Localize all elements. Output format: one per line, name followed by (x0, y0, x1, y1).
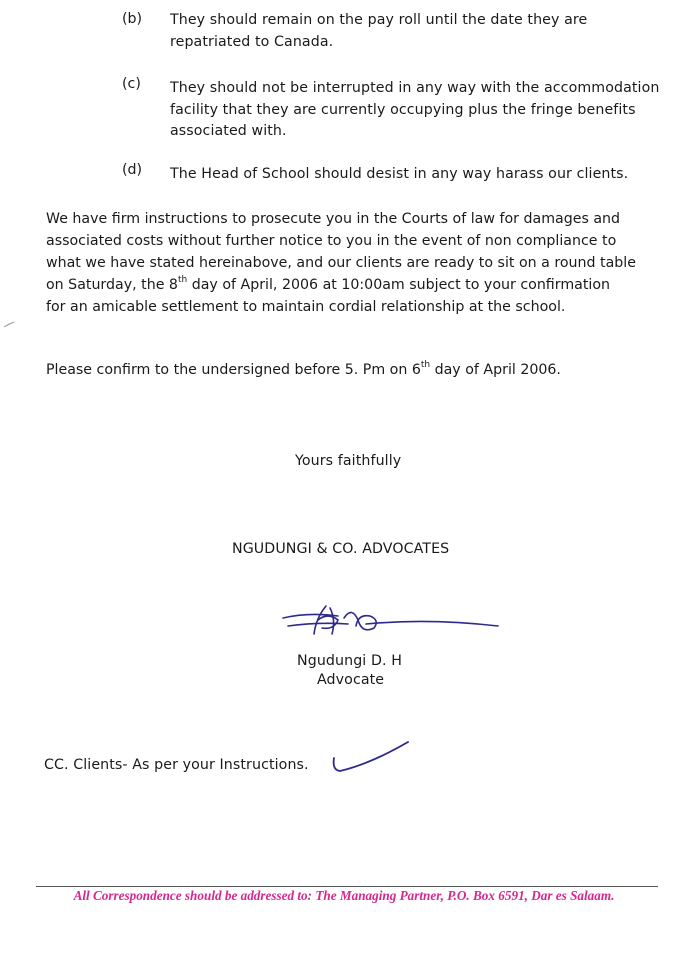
paragraph-line (46, 274, 636, 296)
cc-line: CC. Clients- As per your Instructions. (44, 757, 309, 773)
superscript: th (177, 275, 188, 286)
checkmark-icon (330, 738, 420, 778)
firm-name: NGUDUNGI & CO. ADVOCATES (232, 541, 450, 557)
text-segment: day of April 2006. (430, 362, 561, 378)
item-b-line-1: They should remain on the pay roll until the date they are (170, 12, 588, 28)
closing-text: Yours faithfully (295, 453, 402, 469)
paragraph-instructions (46, 208, 636, 318)
item-c-line-3: associated with. (170, 123, 287, 139)
footer-divider (36, 886, 658, 887)
item-c-line-1: They should not be interrupted in any way with the accommodation (170, 80, 660, 96)
paragraph-line: for an amicable settlement to maintain cordial relationship at the school. (46, 299, 566, 315)
superscript: th (420, 360, 431, 371)
item-c-label: (c) (122, 76, 141, 92)
signatory-name: Ngudungi D. H (297, 653, 402, 669)
margin-mark-icon (0, 318, 20, 330)
item-d-line-1: The Head of School should desist in any way harass our clients. (170, 166, 629, 182)
item-d-label: (d) (122, 162, 143, 178)
paragraph-confirm (46, 359, 561, 381)
item-b-label: (b) (122, 11, 143, 27)
paragraph-line (46, 359, 561, 381)
signatory-title: Advocate (317, 672, 385, 688)
item-c-line-2: facility that they are currently occupying plus the fringe benefits (170, 102, 636, 118)
paragraph-line: We have firm instructions to prosecute you in the Courts of law for damages and (46, 211, 621, 227)
paragraph-line: associated costs without further notice to you in the event of non compliance to (46, 233, 617, 249)
signature-icon (278, 598, 508, 648)
text-segment: day of April, 2006 at 10:00am subject to your confirmation (187, 277, 611, 293)
footer-address: All Correspondence should be addressed to: The Managing Partner, P.O. Box 6591, Dar es Salaam. (73, 888, 615, 903)
paragraph-line: what we have stated hereinabove, and our clients are ready to sit on a round table (46, 255, 636, 271)
text-segment: Please confirm to the undersigned before 5. Pm on 6 (46, 362, 421, 378)
text-segment: on Saturday, the 8 (46, 277, 178, 293)
item-b-line-2: repatriated to Canada. (170, 34, 334, 50)
